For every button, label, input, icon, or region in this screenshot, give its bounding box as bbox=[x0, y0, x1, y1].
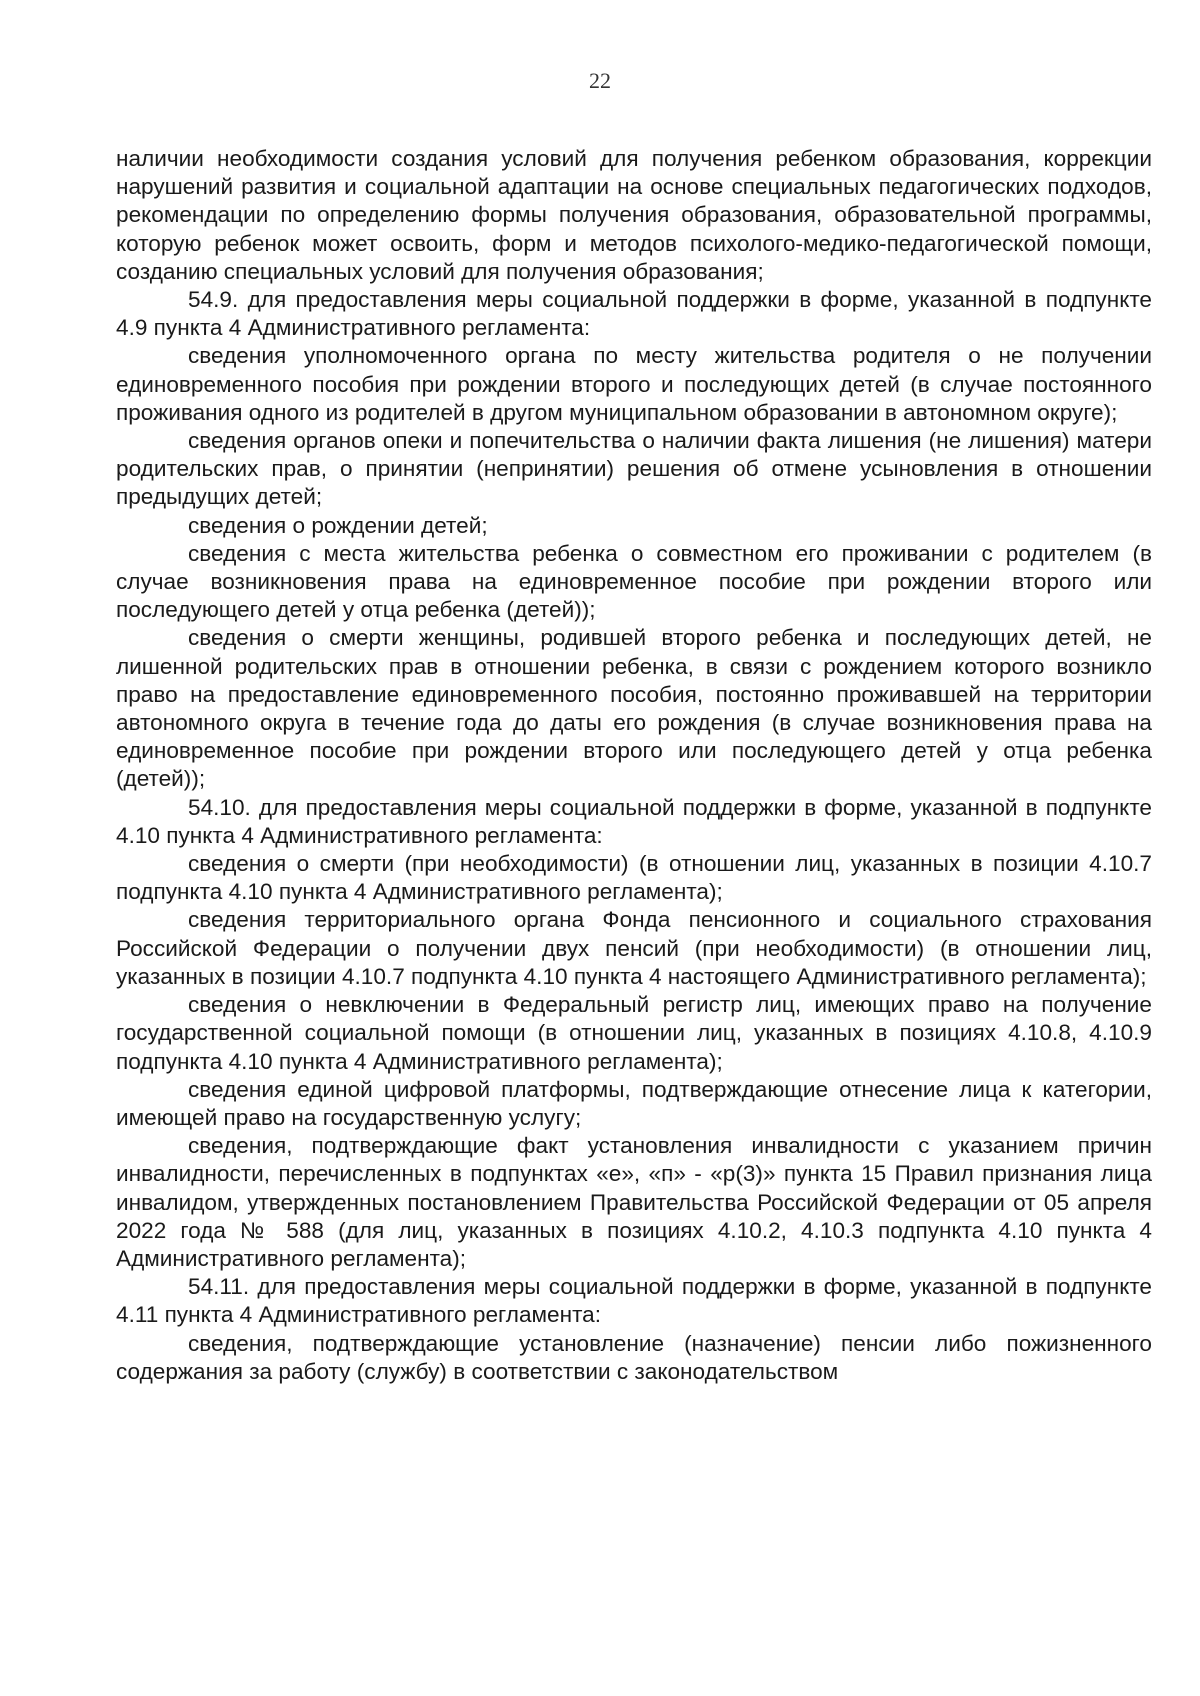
paragraph: сведения о невключении в Федеральный регистр лиц, имеющих право на получение государственной социальной помощи (в отношении лиц, указанных в позициях 4.10.8, 4.10.9 подпункта 4.10 пункта 4 Административного регламента); bbox=[116, 992, 1152, 1074]
paragraph: сведения, подтверждающие установление (назначение) пенсии либо пожизненного содержания за работу (службу) в соответствии с законодательством bbox=[116, 1330, 1152, 1384]
paragraph: сведения с места жительства ребенка о совместном его проживании с родителем (в случае возникновения права на единовременное пособие при рождении второго или последующего детей у отца ребенка (детей)); bbox=[116, 540, 1152, 623]
page-number: 22 bbox=[589, 68, 611, 93]
paragraph-item-54-11: 54.11. для предоставления меры социальной поддержки в форме, указанной в подпункте 4.11 пункта 4 Административного регламента: bbox=[116, 1274, 1152, 1328]
paragraph: сведения о смерти женщины, родившей второго ребенка и последующих детей, не лишенной родительских прав в отношении ребенка, в связи с рождением которого возникло право на предоставление единовременного пособия, постоянно проживавшей на территории автономного округа в течение года до даты его рождения (в случае возникновения права на единовременное пособие при рождении второго или последующего детей у отца ребенка (детей)); bbox=[116, 625, 1152, 792]
paragraph: сведения органов опеки и попечительства о наличии факта лишения (не лишения) матери родительских прав, о принятии (непринятии) решения об отмене усыновления в отношении предыдущих детей; bbox=[116, 428, 1152, 510]
paragraph-continuation: наличии необходимости создания условий для получения ребенком образования, коррекции нарушений развития и социальной адаптации на основе специальных педагогических подходов, рекомендации по определению формы получения образования, образовательной программы, которую ребенок может освоить, форм и методов психолого-медико-педагогической помощи, созданию специальных условий для получения образования; bbox=[116, 146, 1152, 284]
paragraph: сведения территориального органа Фонда пенсионного и социального страхования Российской Федерации о получении двух пенсий (при необходимости) (в отношении лиц, указанных в позиции 4.10.7 подпункта 4.10 пункта 4 настоящего Административного регламента); bbox=[116, 907, 1152, 989]
paragraph: сведения о смерти (при необходимости) (в отношении лиц, указанных в позиции 4.10.7 подпункта 4.10 пункта 4 Административного регламента); bbox=[116, 851, 1152, 905]
paragraph: сведения единой цифровой платформы, подтверждающие отнесение лица к категории, имеющей право на государственную услугу; bbox=[116, 1076, 1152, 1130]
paragraph: сведения уполномоченного органа по месту жительства родителя о не получении единовременного пособия при рождении второго и последующих детей (в случае постоянного проживания одного из родителей в другом муниципальном образовании в автономном округе); bbox=[116, 343, 1152, 425]
document-body bbox=[116, 145, 1152, 1386]
paragraph: сведения о рождении детей; bbox=[188, 512, 488, 538]
paragraph-item-54-9: 54.9. для предоставления меры социальной поддержки в форме, указанной в подпункте 4.9 пункта 4 Административного регламента: bbox=[116, 287, 1152, 341]
paragraph: сведения, подтверждающие факт установления инвалидности с указанием причин инвалидности, перечисленных в подпунктах «е», «п» - «р(3)» пункта 15 Правил признания лица инвалидом, утвержденных постановлением Правительства Российской Федерации от 05 апреля 2022 года № 588 (для лиц, указанных в позициях 4.10.2, 4.10.3 подпункта 4.10 пункта 4 Административного регламента); bbox=[116, 1133, 1152, 1271]
paragraph-item-54-10: 54.10. для предоставления меры социальной поддержки в форме, указанной в подпункте 4.10 пункта 4 Административного регламента: bbox=[116, 794, 1152, 848]
